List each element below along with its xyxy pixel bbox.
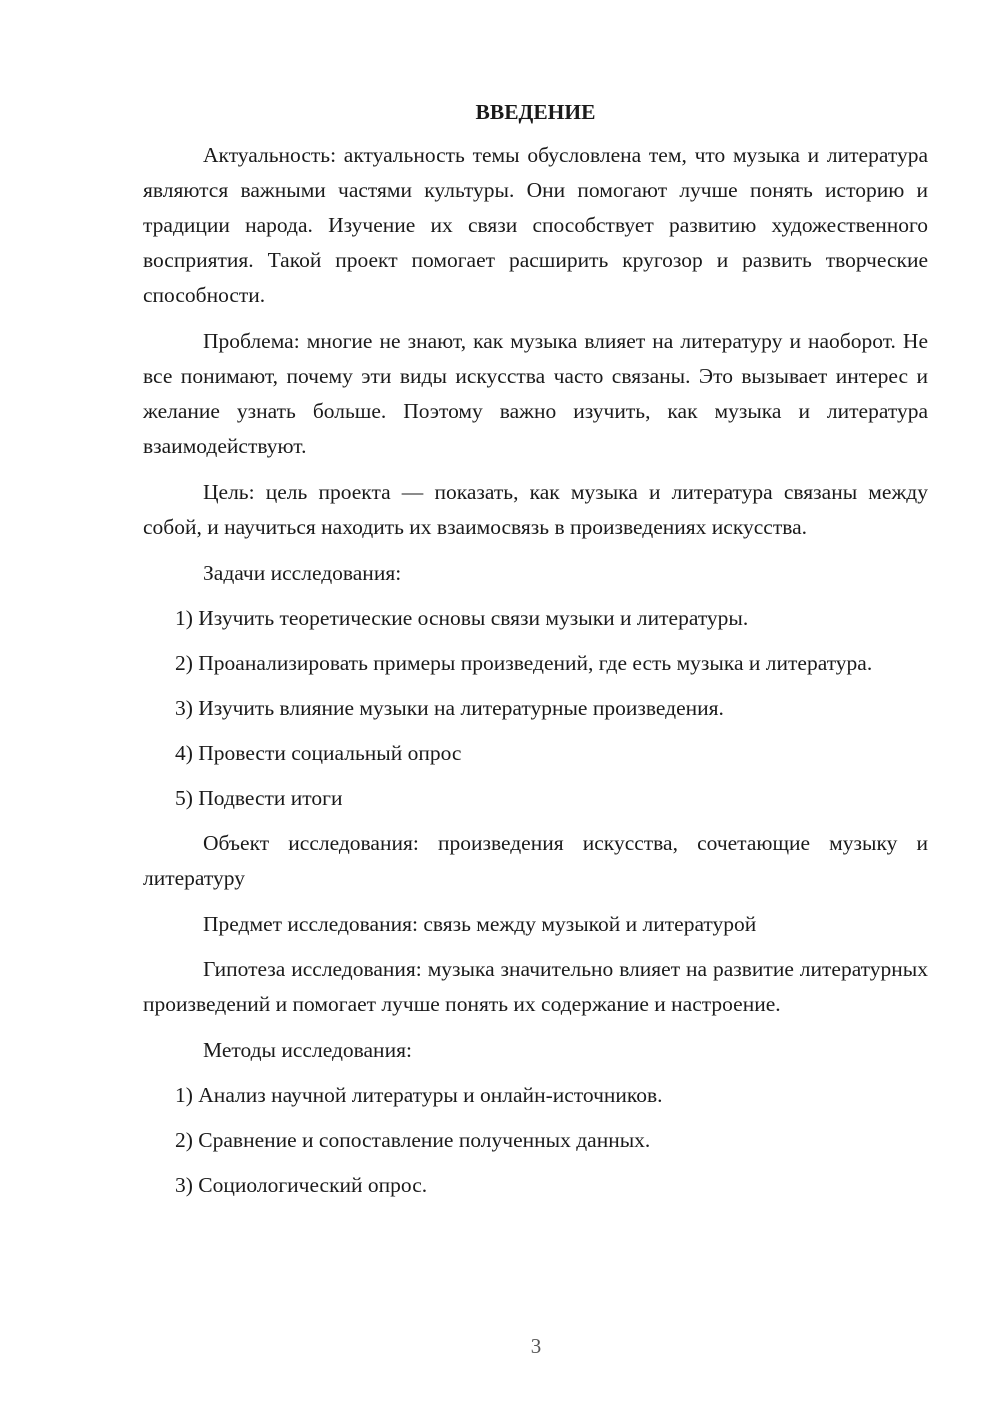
task-item: 1) Изучить теоретические основы связи музыки и литературы. [175,606,749,630]
method-item: 2) Сравнение и сопоставление полученных данных. [175,1128,651,1152]
tasks-heading: Задачи исследования: [203,561,402,585]
goal-paragraph: Цель: цель проекта — показать, как музыка и литература связаны между собой, и научиться находить их взаимосвязь в произведениях искусства. [143,480,928,539]
object-paragraph: Объект исследования: произведения искусства, сочетающие музыку и литературу [143,831,928,890]
hypothesis-paragraph: Гипотеза исследования: музыка значительно влияет на развитие литературных произведений и помогает лучше понять их содержание и настроение. [143,957,928,1016]
method-item: 1) Анализ научной литературы и онлайн-источников. [175,1083,663,1107]
subject-paragraph: Предмет исследования: связь между музыкой и литературой [203,912,757,936]
task-item: 3) Изучить влияние музыки на литературные произведения. [175,696,724,720]
task-item: 5) Подвести итоги [175,786,343,810]
relevance-paragraph: Актуальность: актуальность темы обусловлена тем, что музыка и литература являются важными частями культуры. Они помогают лучше понять историю и традиции народа. Изучение их связи способствует развитию художественного восприятия. Такой проект помогает расширить кругозор и развить творческие способности. [143,143,928,307]
section-title: ВВЕДЕНИЕ [475,100,596,124]
problem-paragraph: Проблема: многие не знают, как музыка влияет на литературу и наоборот. Не все понимают, почему эти виды искусства часто связаны. Это вызывает интерес и желание узнать больше. Поэтому важно изучить, как музыка и литература взаимодействуют. [143,329,928,458]
task-item: 4) Провести социальный опрос [175,741,462,765]
page-number: 3 [530,1334,542,1358]
task-item: 2) Проанализировать примеры произведений, где есть музыка и литература. [175,651,873,675]
method-item: 3) Социологический опрос. [175,1173,428,1197]
methods-heading: Методы исследования: [203,1038,412,1062]
document-page [143,96,928,1213]
